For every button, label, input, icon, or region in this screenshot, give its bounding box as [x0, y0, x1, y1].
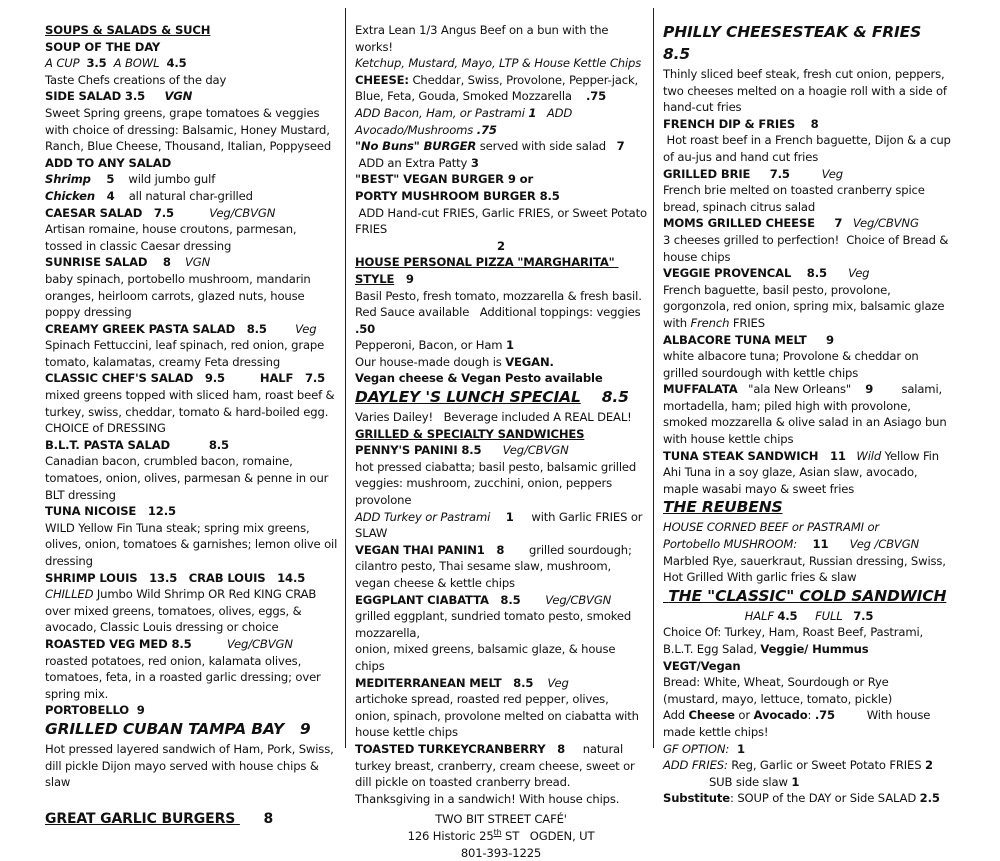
menu-line	[663, 22, 955, 66]
menu-line	[663, 519, 955, 536]
menu-text: th	[494, 828, 502, 837]
menu-text: 2	[497, 239, 505, 253]
menu-text: Hot roast beef in a French baguette, Dijon & a cup of au-jus and hand cut fries	[663, 133, 954, 164]
menu-text: TUNA STEAK SANDWICH 11	[663, 449, 846, 463]
menu-text: or	[735, 708, 754, 722]
column-divider-right	[653, 8, 654, 748]
menu-text: grilled eggplant, sundried tomato pesto, smoked mozzarella,	[355, 609, 635, 640]
menu-line	[355, 592, 647, 609]
menu-line	[355, 608, 647, 641]
menu-text: 1	[791, 775, 799, 789]
menu-line	[45, 22, 338, 39]
menu-line	[45, 238, 338, 255]
menu-line	[45, 719, 338, 741]
menu-text: (mustard, mayo, lettuce, tomato, pickle)	[663, 692, 892, 706]
menu-text: 2	[925, 758, 933, 772]
menu-line	[45, 321, 338, 338]
menu-line	[663, 707, 955, 740]
menu-text: .75	[586, 89, 606, 103]
menu-text: 4.5	[166, 56, 186, 70]
menu-text: Red Sauce available Additional toppings: veggies	[355, 305, 644, 319]
menu-text: PENNY'S PANINI 8.5	[355, 443, 481, 457]
menu-text: Veg/CBVGN	[192, 637, 293, 651]
menu-text: 7	[617, 139, 625, 153]
menu-text: Portobello MUSHROOM:	[663, 537, 797, 551]
menu-line	[45, 453, 338, 503]
menu-line	[355, 370, 647, 387]
menu-text: salami, mortadella, ham; piled high with provolone, smoked mozzarella & olive salad in an Asiago bun with house kettle chips	[663, 382, 950, 446]
menu-line	[355, 304, 647, 337]
menu-line	[663, 691, 955, 708]
menu-text: TOASTED TURKEYCRANBERRY 8	[355, 742, 565, 756]
menu-text: Hot pressed layered sandwich of Ham, Pork, Swiss, dill pickle Dijon mayo served with house chips & slaw	[45, 742, 337, 789]
menu-text: TWO BIT STREET CAFÉ'	[435, 812, 567, 826]
menu-text: With house made kettle chips!	[663, 708, 934, 739]
menu-text: : SOUP of the DAY or Side SALAD	[730, 791, 920, 805]
menu-line	[45, 188, 338, 205]
menu-text: French	[691, 316, 730, 330]
menu-line	[45, 653, 338, 703]
menu-text: artichoke spread, roasted red pepper, olives, onion, spinach, provolone melted on ciabatta with house kettle chips	[355, 692, 642, 739]
menu-line	[45, 55, 338, 72]
menu-text: Taste Chefs creations of the day	[45, 73, 226, 87]
menu-text: with Garlic FRIES or SLAW	[355, 510, 646, 541]
menu-text: VEGT/Vegan	[663, 659, 740, 673]
menu-text: MEDITERRANEAN MELT 8.5	[355, 676, 533, 690]
menu-text: 3 cheeses grilled to perfection! Choice of Bread & house chips	[663, 233, 952, 264]
menu-text: wild jumbo gulf	[114, 172, 215, 186]
menu-text: ADD FRIES:	[663, 758, 728, 772]
menu-text: ADD Avocado/Mushrooms	[355, 106, 576, 137]
menu-line	[355, 22, 647, 55]
menu-line	[45, 205, 338, 222]
menu-line	[45, 171, 338, 188]
menu-text: CLASSIC CHEF'S SALAD 9.5 HALF 7.5	[45, 371, 325, 385]
menu-text: Veg /CBVGN	[828, 537, 919, 551]
menu-line	[45, 636, 338, 653]
menu-text: FRIES	[729, 316, 765, 330]
menu-text: CHEESE:	[355, 73, 409, 87]
menu-text: CREAMY GREEK PASTA SALAD 8.5	[45, 322, 267, 336]
menu-text: 4	[95, 189, 115, 203]
menu-text: EGGPLANT CIABATTA 8.5	[355, 593, 521, 607]
menu-line	[663, 166, 955, 183]
menu-line	[663, 536, 955, 553]
menu-text: roasted potatoes, red onion, kalamata olives, tomatoes, feta, in a roasted garlic dressing; over spring mix.	[45, 654, 324, 701]
menu-text: MOMS GRILLED CHEESE 7	[663, 216, 842, 230]
menu-text: THE REUBENS	[663, 498, 783, 516]
menu-text: Avocado	[754, 708, 808, 722]
menu-line	[355, 675, 647, 692]
menu-line	[45, 72, 338, 89]
menu-line	[663, 586, 955, 608]
menu-line	[45, 809, 338, 829]
menu-line	[355, 238, 647, 255]
menu-column-soups-salads	[45, 22, 338, 829]
menu-line	[45, 702, 338, 719]
menu-text: Basil Pesto, fresh tomato, mozzarella & fresh basil.	[355, 289, 642, 303]
menu-line	[355, 171, 647, 188]
menu-line	[355, 72, 647, 105]
menu-line	[45, 791, 338, 809]
menu-text: Veg/CBVGN	[174, 206, 275, 220]
menu-text: Veg/CBVNG	[842, 216, 919, 230]
menu-text: Spinach Fettuccini, leaf spinach, red onion, grape tomato, kalamatas, creamy Feta dressing	[45, 338, 328, 369]
menu-text: tossed in classic Caesar dressing	[45, 239, 231, 253]
menu-line	[355, 459, 647, 509]
menu-text: Wild	[846, 449, 881, 463]
menu-line	[663, 741, 955, 758]
column-divider-left	[345, 8, 346, 748]
menu-text: Choice Of: Turkey, Ham, Roast Beef, Pastrami, B.L.T. Egg Salad,	[663, 625, 927, 656]
menu-line	[663, 497, 955, 519]
menu-text: .75	[815, 708, 835, 722]
menu-text: "ala New Orleans"	[738, 382, 866, 396]
menu-text: Veg	[267, 322, 317, 336]
menu-text: GRILLED & SPECIALTY SANDWICHES	[355, 427, 584, 441]
menu-line	[45, 88, 338, 105]
menu-text: HOUSE CORNED BEEF or PASTRAMI or	[663, 520, 879, 534]
menu-text: "BEST" VEGAN BURGER 9 or	[355, 172, 533, 186]
menu-column-burgers-sandwiches	[355, 22, 647, 861]
menu-text: SOUPS & SALADS & SUCH	[45, 23, 210, 37]
menu-text: Veg/CBVGN	[481, 443, 568, 457]
menu-text: GRILLED BRIE 7.5	[663, 167, 790, 181]
menu-text: 3	[471, 156, 479, 170]
menu-text: "No Buns" BURGER	[355, 139, 476, 153]
menu-line	[355, 828, 647, 845]
menu-text: 9	[394, 272, 414, 286]
menu-line	[355, 254, 647, 287]
menu-text: Artisan romaine, house croutons, parmesan,	[45, 222, 296, 236]
menu-line	[663, 132, 955, 165]
menu-text: Veg	[790, 167, 843, 181]
menu-text: 9	[865, 382, 873, 396]
menu-text: natural turkey breast, cranberry, cream cheese, sweet or dill pickle on toasted cranberry bread. Thanksgiving in a sandwich! With house chips.	[355, 742, 638, 806]
menu-line	[355, 188, 647, 205]
menu-line	[355, 442, 647, 459]
menu-text: mixed greens topped with sliced ham, roast beef & turkey, swiss, cheddar, tomato & hard-boiled egg. CHOICE of DRESSING	[45, 388, 338, 435]
menu-line	[663, 265, 955, 282]
menu-line	[355, 845, 647, 861]
menu-text: Substitute	[663, 791, 730, 805]
menu-line	[355, 105, 647, 138]
menu-line	[45, 570, 338, 587]
menu-text: 1	[490, 510, 513, 524]
menu-text: PORTY MUSHROOM BURGER 8.5	[355, 189, 560, 203]
menu-text: hot pressed ciabatta; basil pesto, balsamic grilled veggies: mushroom, zucchini, onion, peppers provolone	[355, 460, 640, 507]
menu-text: baby spinach, portobello mushroom, mandarin oranges, heirloom carrots, glazed nuts, house poppy dressing	[45, 272, 314, 319]
menu-text: WILD Yellow Fin Tuna steak; spring mix greens, olives, onion, tomatoes & garnishes; lemon olive oil dressing	[45, 521, 341, 568]
menu-text: French brie melted on toasted cranberry spice bread, spinach citrus salad	[663, 183, 928, 214]
menu-text: Cheddar, Swiss, Provolone, Pepper-jack, Blue, Feta, Gouda, Smoked Mozzarella	[355, 73, 642, 104]
menu-text: Jumbo Wild Shrimp OR Red KING CRAB over mixed greens, tomatoes, olives, eggs, & avocado, Classic Louis dressing or choice	[45, 587, 320, 634]
menu-text: 801-393-1225	[461, 846, 541, 860]
menu-line	[663, 116, 955, 133]
menu-text: 2.5	[920, 791, 940, 805]
menu-line	[355, 811, 647, 828]
menu-column-hot-cold-sandwiches	[663, 22, 955, 807]
menu-text: MUFFALATA	[663, 382, 738, 396]
menu-line	[355, 354, 647, 371]
menu-line	[45, 221, 338, 238]
menu-text: Add	[663, 708, 689, 722]
menu-text: all natural char-grilled	[115, 189, 253, 203]
menu-text: VEGAN THAI PANIN1 8	[355, 543, 504, 557]
menu-text: TUNA NICOISE 12.5	[45, 504, 176, 518]
menu-text: white albacore tuna; Provolone & cheddar on grilled sourdough with kettle chips	[663, 349, 922, 380]
menu-line	[663, 608, 955, 625]
menu-text: THE "CLASSIC" COLD SANDWICH	[663, 587, 946, 605]
menu-line	[45, 155, 338, 172]
menu-line	[663, 182, 955, 215]
menu-text: Veg/CBVGN	[521, 593, 612, 607]
menu-text: 5	[91, 172, 114, 186]
menu-line	[355, 542, 647, 592]
menu-text: CAESAR SALAD 7.5	[45, 206, 174, 220]
menu-text: onion, mixed greens, balsamic glaze, & house chips	[355, 642, 619, 673]
menu-line	[45, 520, 338, 570]
menu-text: ST OGDEN, UT	[502, 829, 595, 843]
menu-text: 1	[729, 742, 745, 756]
menu-text: HALF	[745, 609, 778, 623]
menu-text: 4.5	[777, 609, 797, 623]
menu-text: Veggie/ Hummus	[760, 642, 868, 656]
menu-text: Sweet Spring greens, grape tomatoes & veggies with choice of dressing: Balsamic, Honey Mustard, Ranch, Blue Cheese, Thousand, Italian, Poppyseed	[45, 106, 333, 153]
menu-text: ROASTED VEG MED 8.5	[45, 637, 192, 651]
menu-text: served with side salad	[476, 139, 616, 153]
menu-text: .75	[477, 123, 497, 137]
menu-text: 1	[528, 106, 536, 120]
menu-line	[663, 774, 955, 791]
menu-text: VEGGIE PROVENCAL 8.5	[663, 266, 827, 280]
menu-text: GF OPTION:	[663, 742, 729, 756]
menu-line	[355, 509, 647, 542]
menu-text: SUNRISE SALAD 8	[45, 255, 171, 269]
menu-line	[355, 55, 647, 72]
menu-line	[355, 426, 647, 443]
menu-text: HOUSE PERSONAL PIZZA "MARGHARITA" STYLE	[355, 255, 618, 286]
menu-text: Shrimp	[45, 172, 91, 186]
menu-line	[45, 254, 338, 271]
menu-text: FRENCH DIP & FRIES 8	[663, 117, 819, 131]
menu-line	[663, 624, 955, 674]
menu-line	[45, 741, 338, 791]
menu-text: VGN	[164, 89, 192, 103]
menu-line	[355, 337, 647, 354]
menu-text: 1	[506, 338, 514, 352]
menu-text: Veg	[533, 676, 568, 690]
menu-text: FULL	[797, 609, 853, 623]
menu-text: 8	[240, 811, 273, 827]
menu-text: Our house-made dough is	[355, 355, 505, 369]
menu-text: ADD an Extra Patty	[355, 156, 471, 170]
menu-line	[355, 387, 647, 409]
menu-text: PORTOBELLO 9	[45, 703, 145, 717]
menu-line	[355, 205, 647, 238]
menu-text: 11	[797, 537, 828, 551]
menu-line	[355, 741, 647, 807]
menu-text: VGN	[171, 255, 210, 269]
menu-text: ADD Hand-cut FRIES, Garlic FRIES, or Sweet Potato FRIES	[355, 206, 650, 237]
menu-text: A BOWL	[107, 56, 167, 70]
menu-line	[663, 674, 955, 691]
menu-line	[355, 641, 647, 674]
menu-text: Bread: White, Wheat, Sourdough or Rye	[663, 675, 889, 689]
menu-text: Yellow Fin Ahi Tuna in a soy glaze, Asian slaw, avocado, maple wasabi mayo & sweet fries	[663, 449, 942, 496]
menu-line	[663, 553, 955, 586]
menu-text: Ketchup, Mustard, Mayo, LTP & House Kettle Chips	[355, 56, 641, 70]
menu-line	[355, 155, 647, 172]
menu-text: .50	[355, 322, 375, 336]
menu-text: B.L.T. PASTA SALAD 8.5	[45, 438, 229, 452]
menu-text: Varies Dailey! Beverage included A REAL DEAL!	[355, 410, 632, 424]
menu-text: DAYLEY 'S LUNCH SPECIAL	[355, 388, 581, 406]
menu-text: Pepperoni, Bacon, or Ham	[355, 338, 506, 352]
menu-text: GREAT GARLIC BURGERS	[45, 811, 240, 827]
menu-line	[45, 271, 338, 321]
menu-text: Chicken	[45, 189, 95, 203]
menu-line	[663, 66, 955, 116]
menu-line	[663, 332, 955, 349]
menu-text: Veg	[827, 266, 870, 280]
menu-text: GRILLED CUBAN TAMPA BAY 9	[45, 720, 310, 738]
menu-text: VEGAN.	[505, 355, 554, 369]
menu-line	[45, 503, 338, 520]
menu-line	[663, 448, 955, 498]
menu-text: SOUP OF THE DAY	[45, 40, 160, 54]
menu-line	[45, 586, 338, 636]
menu-text: Extra Lean 1/3 Angus Beef on a bun with the works!	[355, 23, 612, 54]
menu-text: 8.5	[581, 388, 629, 406]
menu-text: Canadian bacon, crumbled bacon, romaine, tomatoes, onion, olives, parmesan & penne in our BLT dressing	[45, 454, 332, 501]
menu-text: Marbled Rye, sauerkraut, Russian dressing, Swiss, Hot Grilled With garlic fries & slaw	[663, 554, 949, 585]
menu-line	[663, 282, 955, 332]
menu-text: CHILLED	[45, 587, 93, 601]
menu-text: grilled sourdough; cilantro pesto, Thai sesame slaw, mushroom, vegan cheese & kettle chips	[355, 543, 635, 590]
menu-text: 126 Historic 25	[408, 829, 494, 843]
menu-text: SUB side slaw	[663, 775, 791, 789]
menu-text: Thinly sliced beef steak, fresh cut onion, peppers, two cheeses melted on a hoagie roll with a side of hand-cut fries	[663, 67, 950, 114]
menu-line	[663, 381, 955, 447]
menu-text: A CUP	[45, 56, 87, 70]
menu-line	[663, 232, 955, 265]
menu-text	[869, 642, 890, 656]
menu-text: PHILLY CHEESESTEAK & FRIES 8.5	[663, 23, 937, 63]
menu-line	[663, 348, 955, 381]
menu-line	[355, 138, 647, 155]
menu-line	[45, 105, 338, 155]
menu-text: ADD TO ANY SALAD	[45, 156, 171, 170]
menu-text: Cheese	[689, 708, 735, 722]
menu-text: 3.5	[87, 56, 107, 70]
menu-line	[355, 288, 647, 305]
menu-text: Reg, Garlic or Sweet Potato FRIES	[728, 758, 925, 772]
menu-text: ALBACORE TUNA MELT 9	[663, 333, 834, 347]
menu-line	[45, 370, 338, 387]
menu-line	[45, 337, 338, 370]
menu-text: ADD Bacon, Ham, or Pastrami	[355, 106, 528, 120]
menu-text: :	[808, 708, 815, 722]
menu-line	[355, 691, 647, 741]
menu-line	[45, 437, 338, 454]
menu-text: Vegan cheese & Vegan Pesto available	[355, 371, 603, 385]
menu-line	[355, 409, 647, 426]
menu-line	[663, 790, 955, 807]
menu-line	[663, 757, 955, 774]
menu-text: French baguette, basil pesto, provolone, gorgonzola, red onion, spring mix, balsamic glaze with	[663, 283, 948, 330]
menu-line	[663, 215, 955, 232]
menu-line	[45, 387, 338, 437]
menu-line	[45, 39, 338, 56]
menu-text: ADD Turkey or Pastrami	[355, 510, 490, 524]
menu-text: SHRIMP LOUIS 13.5 CRAB LOUIS 14.5	[45, 571, 305, 585]
menu-text: SIDE SALAD 3.5	[45, 89, 164, 103]
menu-text: 7.5	[853, 609, 873, 623]
